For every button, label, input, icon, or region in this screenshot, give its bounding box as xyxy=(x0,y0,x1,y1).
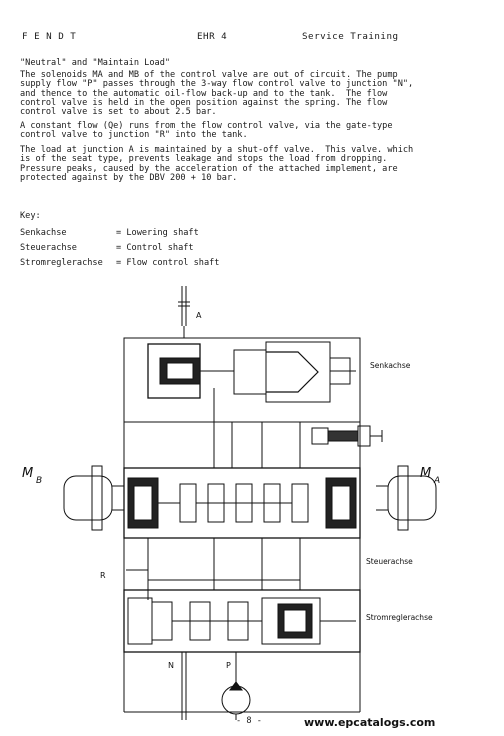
header-brand: F E N D T xyxy=(22,31,77,42)
senkachse-label: Senkachse xyxy=(370,361,411,370)
paragraph-line: supply flow "P" passes through the 3-way flow control valve to junction "N", xyxy=(20,79,414,90)
header-model: EHR 4 xyxy=(197,31,228,42)
watermark: www.epcatalogs.com xyxy=(304,716,436,729)
key-title: Key: xyxy=(20,211,41,221)
steuerachse-spool xyxy=(128,478,356,528)
paragraph-line: control valve is set to about 2.5 bar. xyxy=(20,107,217,118)
actuator-mb-subscript: B xyxy=(36,476,43,486)
header-title: Service Training xyxy=(302,31,399,42)
paragraph-3 xyxy=(20,146,490,183)
hydraulic-valve-diagram xyxy=(0,280,504,720)
key-definition-senkachse: = Lowering shaft xyxy=(116,228,199,238)
steuerachse-label: Steuerachse xyxy=(366,557,413,566)
paragraph-line: The load at junction A is maintained by a shut-off valve. This valve. which xyxy=(20,145,414,155)
port-n-label: N xyxy=(168,661,174,670)
stromreglerachse-label: Stromreglerachse xyxy=(366,613,433,622)
stromreglerachse-spool xyxy=(128,598,356,644)
dbv-pressure-valve xyxy=(312,426,382,446)
paragraph-2 xyxy=(20,122,490,141)
port-a-label: A xyxy=(196,311,202,320)
key-definition-steuerachse: = Control shaft xyxy=(116,243,194,253)
key-term-steuerachse: Steuerachse xyxy=(20,243,77,253)
actuator-mb xyxy=(64,466,124,530)
port-r-label: R xyxy=(100,571,106,580)
paragraph-line: and thence to the automatic oil-flow back-up and to the tank. The flow xyxy=(20,88,388,99)
senkachse-valve xyxy=(148,342,356,402)
valve-housing-top xyxy=(124,338,360,422)
port-a-supply-line xyxy=(178,286,190,326)
page-number: - 8 - xyxy=(236,716,262,726)
actuator-ma-label: M xyxy=(420,466,432,481)
paragraph-line: control valve is held in the open position against the spring. The flow xyxy=(20,97,388,108)
pump-symbol xyxy=(222,672,250,720)
paragraph-line: control valve to junction "R" into the tank. xyxy=(20,130,248,141)
key-term-senkachse: Senkachse xyxy=(20,228,67,238)
paragraph-line: A constant flow (Qe) runs from the flow control valve, via the gate-type xyxy=(20,121,393,131)
port-p-label: P xyxy=(226,661,231,670)
paragraph-line: protected against by the DBV 200 + 10 bar. xyxy=(20,172,238,183)
section-title: "Neutral" and "Maintain Load" xyxy=(20,58,171,68)
port-n-line xyxy=(182,652,186,720)
actuator-ma-subscript: A xyxy=(434,476,441,486)
paragraph-line: The solenoids MA and MB of the control valve are out of circuit. The pump xyxy=(20,70,398,80)
paragraph-line: Pressure peaks, caused by the acceleration of the attached implement, are xyxy=(20,163,398,174)
key-term-stromreglerachse: Stromreglerachse xyxy=(20,258,103,268)
actuator-mb-label: M xyxy=(22,466,34,481)
paragraph-1 xyxy=(20,71,490,117)
paragraph-line: is of the seat type, prevents leakage and stops the load from dropping. xyxy=(20,154,388,165)
key-definition-stromreglerachse: = Flow control shaft xyxy=(116,258,220,268)
hydraulic-lines xyxy=(124,326,360,712)
